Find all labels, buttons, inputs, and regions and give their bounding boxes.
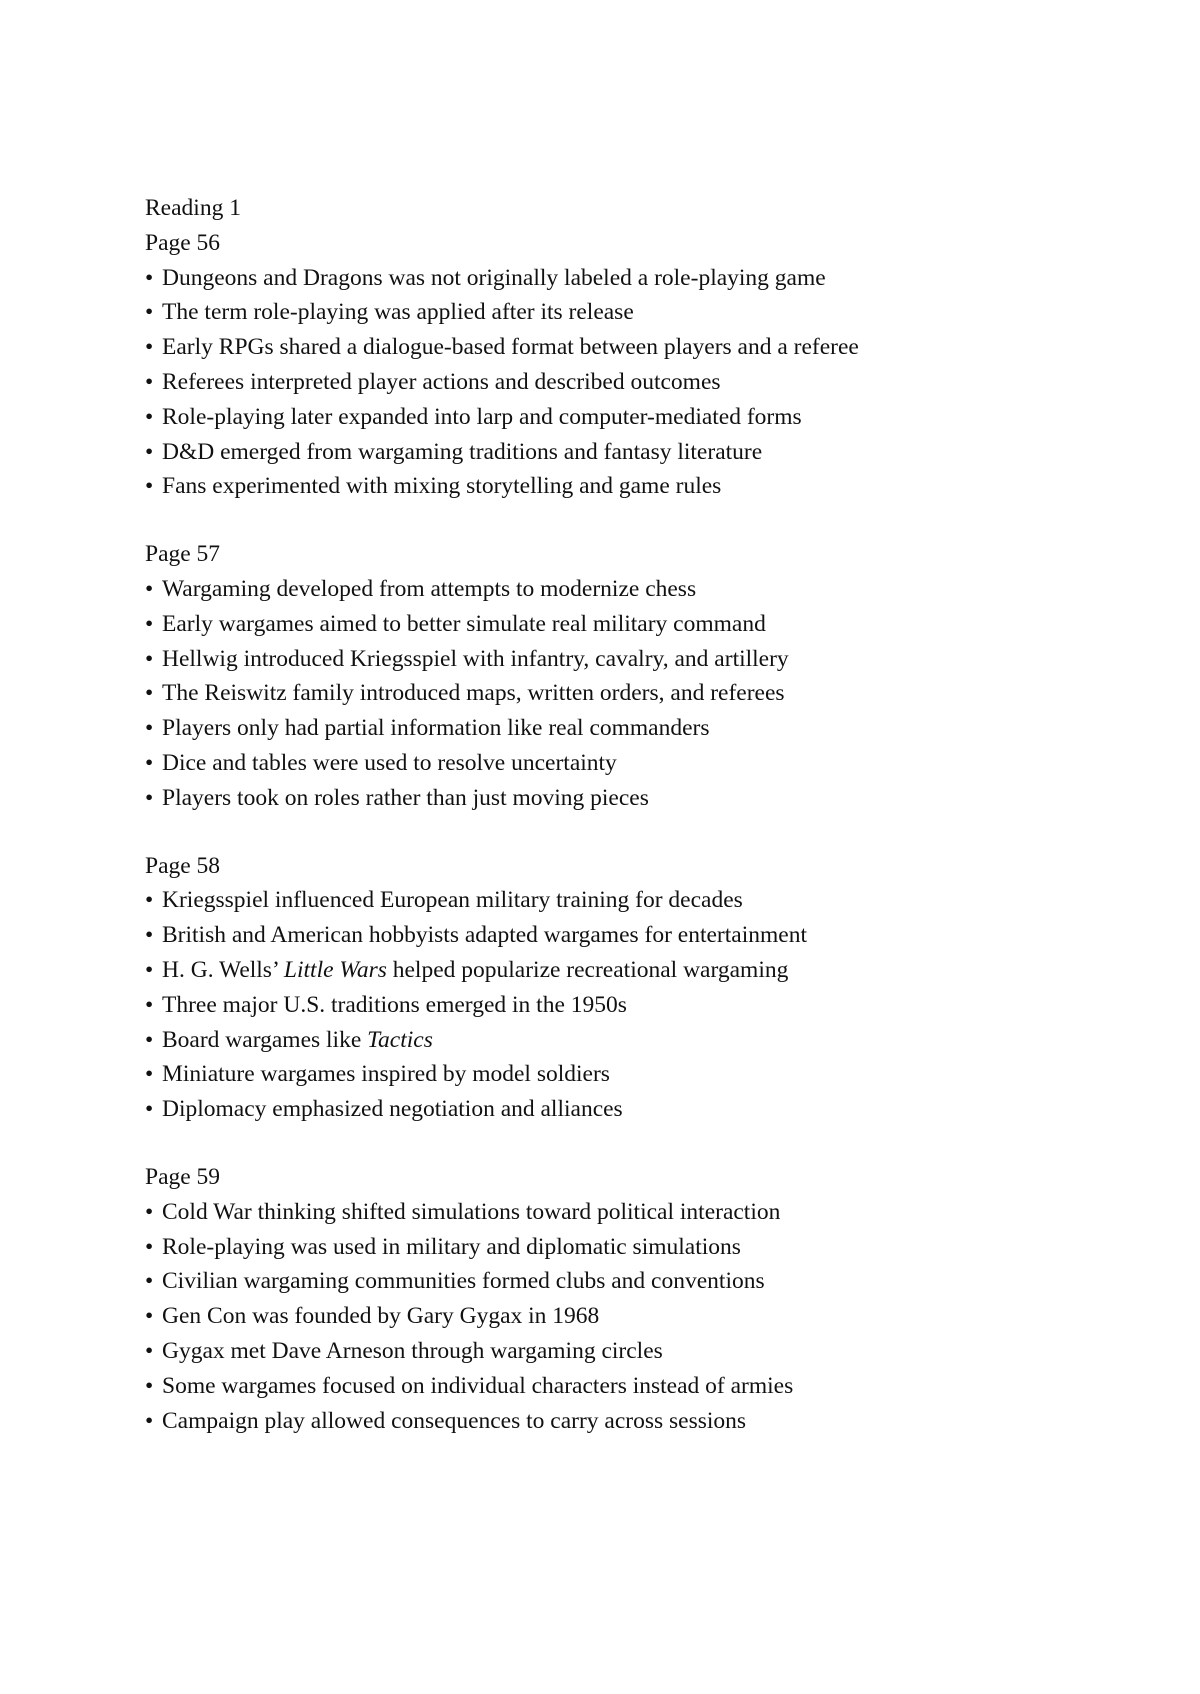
bullet-list — [145, 883, 1145, 1127]
bullet-glyph: • — [145, 1061, 154, 1088]
bullet-item — [145, 711, 1145, 746]
bullet-item — [145, 295, 1145, 330]
page-section — [145, 537, 1145, 815]
bullet-item — [145, 1299, 1145, 1334]
bullet-text: Hellwig introduced Kriegsspiel with infantry, cavalry, and artillery — [162, 645, 789, 672]
bullet-text: Early RPGs shared a dialogue-based format between players and a referee — [162, 334, 859, 361]
bullet-item — [145, 953, 1145, 988]
bullet-glyph: • — [145, 403, 154, 430]
bullet-text: Referees interpreted player actions and described outcomes — [162, 368, 721, 395]
bullet-item — [145, 1230, 1145, 1265]
bullet-text: Campaign play allowed consequences to carry across sessions — [162, 1407, 747, 1434]
bullet-item — [145, 781, 1145, 816]
italic-title-text: Little Wars — [283, 956, 387, 983]
bullet-text: Cold War thinking shifted simulations toward political interaction — [162, 1198, 781, 1225]
bullet-item — [145, 365, 1145, 400]
page-section — [145, 1160, 1145, 1438]
bullet-item — [145, 642, 1145, 677]
bullet-text: H. G. Wells’ — [162, 956, 284, 983]
bullet-glyph: • — [145, 299, 154, 326]
bullet-text: D&D emerged from wargaming traditions and fantasy literature — [162, 438, 763, 465]
bullet-text: Miniature wargames inspired by model soldiers — [162, 1061, 610, 1088]
bullet-text: Players took on roles rather than just moving pieces — [162, 784, 649, 811]
bullet-glyph: • — [145, 1303, 154, 1330]
bullet-glyph: • — [145, 334, 154, 361]
bullet-text: The term role-playing was applied after its release — [162, 299, 634, 326]
bullet-text: Gen Con was founded by Gary Gygax in 1968 — [162, 1303, 600, 1330]
bullet-text: Three major U.S. traditions emerged in the 1950s — [162, 991, 627, 1018]
bullet-glyph: • — [145, 610, 154, 637]
bullet-item — [145, 883, 1145, 918]
bullet-list — [145, 261, 1145, 505]
bullet-glyph: • — [145, 887, 154, 914]
bullet-text: Board wargames like — [162, 1026, 368, 1053]
bullet-glyph: • — [145, 1026, 154, 1053]
bullet-item — [145, 1023, 1145, 1058]
bullet-text: Role-playing later expanded into larp and computer-mediated forms — [162, 403, 802, 430]
bullet-item — [145, 261, 1145, 296]
bullet-glyph: • — [145, 784, 154, 811]
bullet-glyph: • — [145, 575, 154, 602]
bullet-glyph: • — [145, 680, 154, 707]
bullet-item — [145, 1092, 1145, 1127]
bullet-text: The Reiswitz family introduced maps, written orders, and referees — [162, 680, 785, 707]
bullet-text: Wargaming developed from attempts to modernize chess — [162, 575, 697, 602]
bullet-item — [145, 746, 1145, 781]
bullet-glyph: • — [145, 956, 154, 983]
bullet-item — [145, 918, 1145, 953]
page-section — [145, 849, 1145, 1127]
bullet-text: Dice and tables were used to resolve uncertainty — [162, 749, 617, 776]
bullet-item — [145, 330, 1145, 365]
bullet-item — [145, 676, 1145, 711]
bullet-list — [145, 1195, 1145, 1439]
bullet-item — [145, 607, 1145, 642]
bullet-list — [145, 572, 1145, 816]
bullet-text: Gygax met Dave Arneson through wargaming circles — [162, 1337, 663, 1364]
page-label: Page 56 — [145, 229, 221, 256]
bullet-item — [145, 988, 1145, 1023]
bullet-glyph: • — [145, 1372, 154, 1399]
notes-sections — [145, 226, 1145, 1439]
page-label: Page 57 — [145, 541, 221, 568]
bullet-text: British and American hobbyists adapted wargames for entertainment — [162, 922, 807, 949]
bullet-glyph: • — [145, 1096, 154, 1123]
bullet-item — [145, 1264, 1145, 1299]
page-label: Page 59 — [145, 1163, 221, 1190]
document-body — [145, 191, 1145, 1438]
bullet-text: Dungeons and Dragons was not originally labeled a role-playing game — [162, 264, 826, 291]
bullet-glyph: • — [145, 715, 154, 742]
bullet-text: helped popularize recreational wargaming — [386, 956, 789, 983]
bullet-glyph: • — [145, 1407, 154, 1434]
bullet-glyph: • — [145, 991, 154, 1018]
bullet-glyph: • — [145, 473, 154, 500]
bullet-item — [145, 1195, 1145, 1230]
bullet-item — [145, 1334, 1145, 1369]
bullet-glyph: • — [145, 264, 154, 291]
bullet-glyph: • — [145, 438, 154, 465]
bullet-item — [145, 435, 1145, 470]
bullet-text: Some wargames focused on individual characters instead of armies — [162, 1372, 794, 1399]
bullet-text: Diplomacy emphasized negotiation and alliances — [162, 1096, 623, 1123]
bullet-glyph: • — [145, 645, 154, 672]
bullet-glyph: • — [145, 749, 154, 776]
italic-title-text: Tactics — [367, 1026, 433, 1053]
bullet-glyph: • — [145, 1268, 154, 1295]
bullet-glyph: • — [145, 368, 154, 395]
bullet-item — [145, 1404, 1145, 1439]
bullet-text: Fans experimented with mixing storytelling and game rules — [162, 473, 722, 500]
bullet-text: Civilian wargaming communities formed clubs and conventions — [162, 1268, 765, 1295]
bullet-glyph: • — [145, 1198, 154, 1225]
bullet-text: Players only had partial information like real commanders — [162, 715, 710, 742]
bullet-glyph: • — [145, 922, 154, 949]
bullet-item — [145, 469, 1145, 504]
reading-title: Reading 1 — [145, 195, 241, 221]
bullet-item — [145, 572, 1145, 607]
page-section — [145, 226, 1145, 504]
bullet-item — [145, 1369, 1145, 1404]
bullet-text: Role-playing was used in military and diplomatic simulations — [162, 1233, 741, 1260]
bullet-glyph: • — [145, 1337, 154, 1364]
bullet-item — [145, 400, 1145, 435]
bullet-text: Kriegsspiel influenced European military training for decades — [162, 887, 743, 914]
bullet-glyph: • — [145, 1233, 154, 1260]
bullet-item — [145, 1057, 1145, 1092]
bullet-text: Early wargames aimed to better simulate real military command — [162, 610, 766, 637]
page-label: Page 58 — [145, 852, 221, 879]
